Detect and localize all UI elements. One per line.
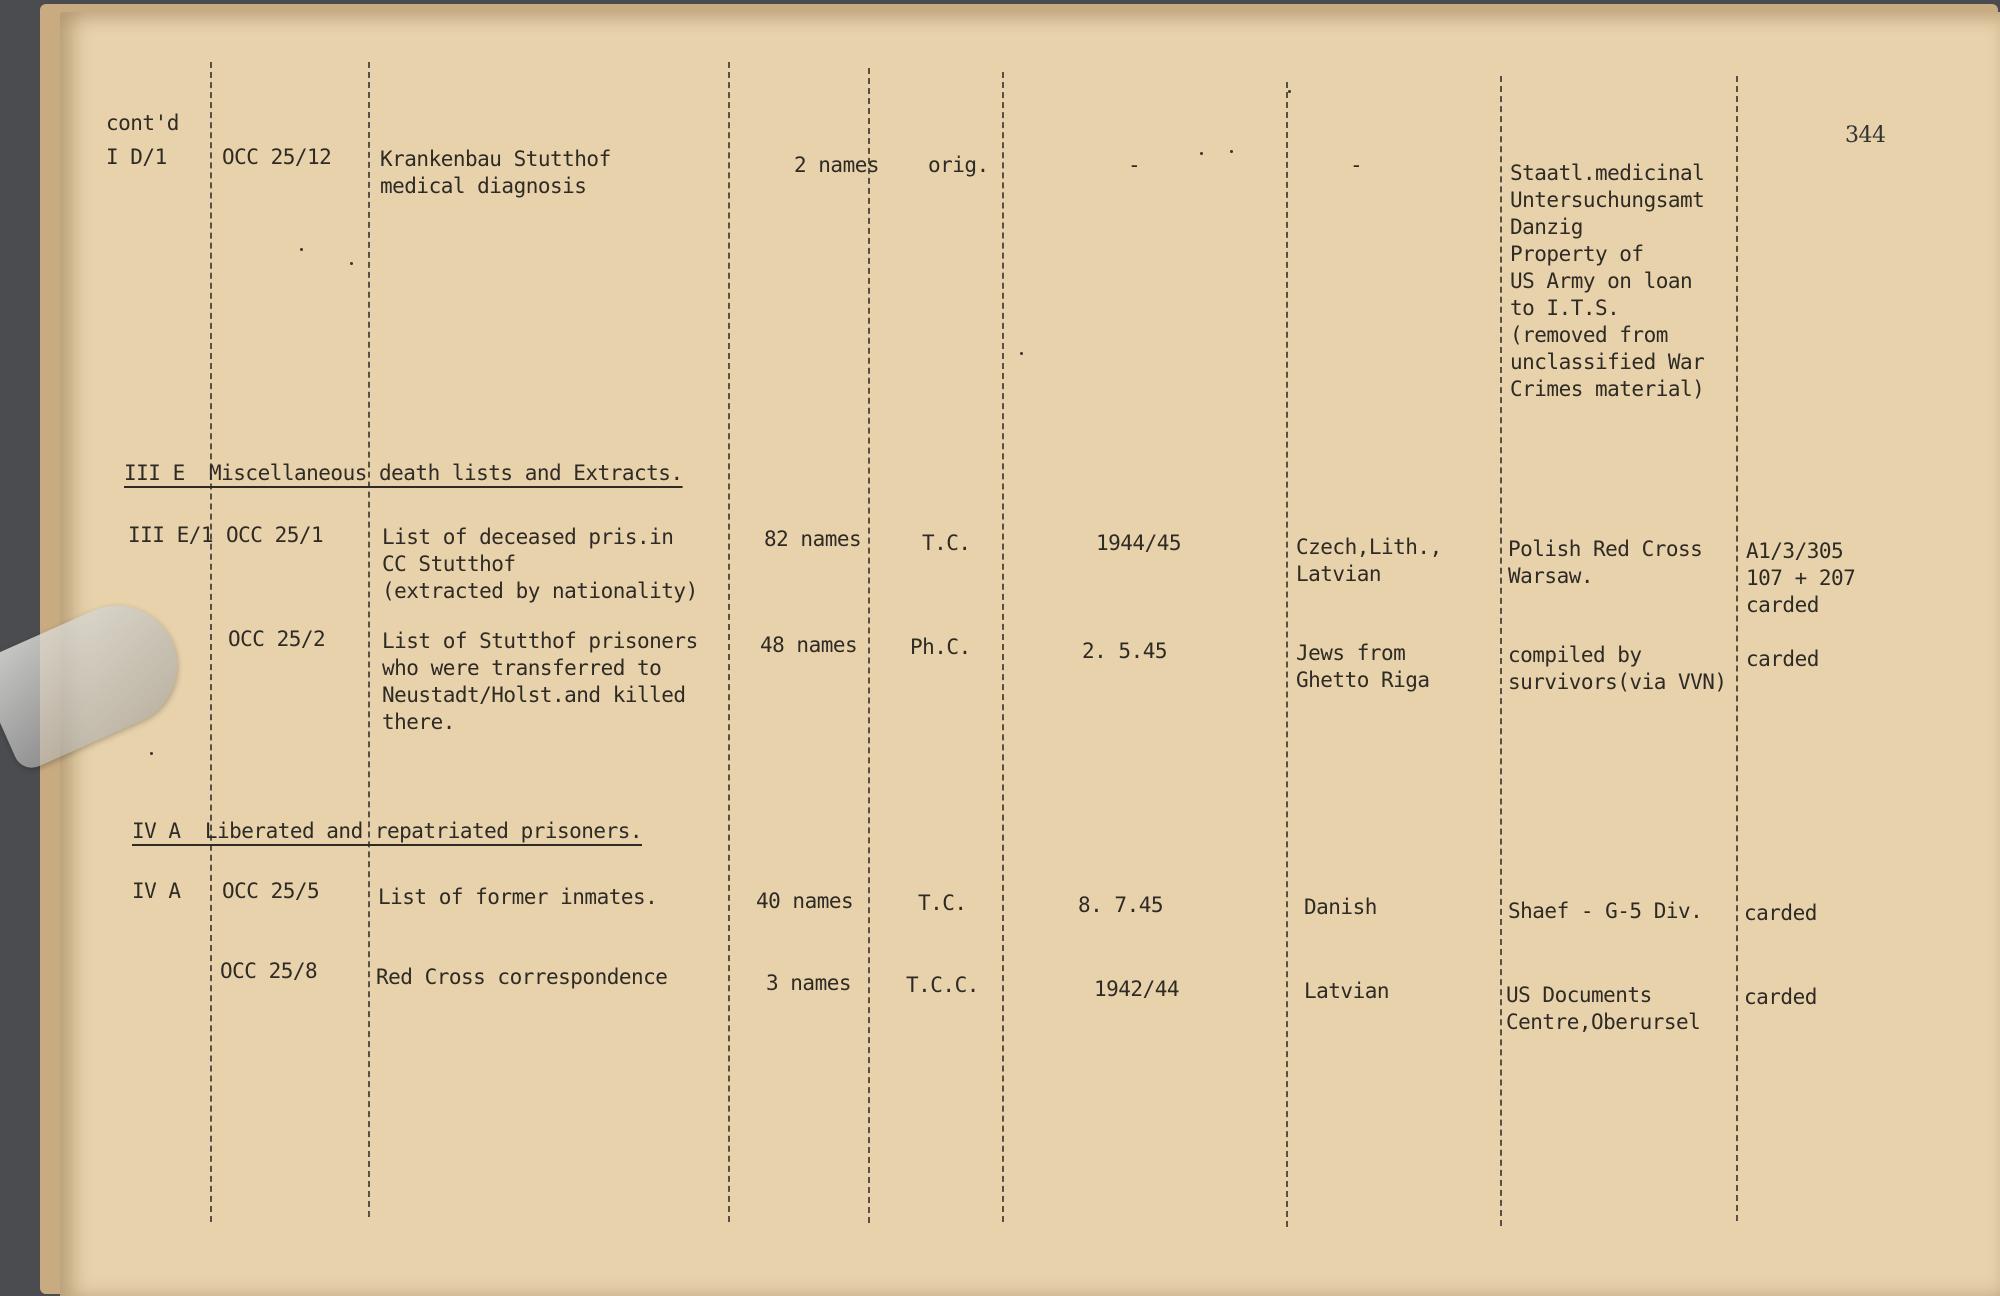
source-line: Danzig bbox=[1510, 215, 1583, 239]
source-line: (removed from bbox=[1510, 323, 1668, 347]
source-line: to I.T.S. bbox=[1510, 296, 1620, 320]
entry-nationality bbox=[1296, 534, 1442, 588]
entry-names: 2 names bbox=[794, 153, 880, 177]
entry-id: IV A bbox=[132, 879, 181, 903]
source-line: Property of bbox=[1510, 242, 1644, 266]
column-rule-6 bbox=[1286, 82, 1288, 1227]
column-rule-4 bbox=[868, 68, 870, 1223]
ink-speck bbox=[1200, 152, 1203, 155]
description-line: Neustadt/Holst.and killed bbox=[382, 683, 686, 707]
source-line: Staatl.medicinal bbox=[1510, 161, 1705, 185]
entry-remarks bbox=[1746, 538, 1855, 619]
source-line: Untersuchungsamt bbox=[1510, 188, 1705, 212]
description-line: List of Stutthof prisoners bbox=[382, 629, 698, 653]
ink-speck bbox=[1288, 90, 1291, 93]
column-rule-3 bbox=[728, 62, 730, 1222]
source-line: Centre,Oberursel bbox=[1506, 1010, 1701, 1034]
nationality-line: Czech,Lith., bbox=[1296, 535, 1442, 559]
column-rule-5 bbox=[1002, 72, 1004, 1222]
entry-code: OCC 25/12 bbox=[222, 145, 332, 169]
source-line: unclassified War bbox=[1510, 350, 1705, 374]
entry-description: Red Cross correspondence bbox=[376, 965, 668, 989]
entry-id: III E/1 bbox=[128, 523, 214, 547]
entry-type: T.C. bbox=[922, 531, 971, 555]
description-line: medical diagnosis bbox=[380, 174, 587, 198]
entry-source bbox=[1508, 536, 1702, 590]
source-line: Polish Red Cross bbox=[1508, 537, 1703, 561]
entry-source bbox=[1506, 982, 1700, 1036]
remarks-line: carded bbox=[1746, 593, 1819, 617]
section-heading-iv-a: IV A Liberated and repatriated prisoners. bbox=[132, 819, 643, 843]
entry-type: T.C.C. bbox=[906, 973, 979, 997]
entry-remarks: carded bbox=[1746, 647, 1819, 671]
entry-remarks: carded bbox=[1744, 901, 1817, 925]
column-rule-1 bbox=[210, 62, 212, 1222]
nationality-line: Jews from bbox=[1296, 641, 1406, 665]
entry-names: 82 names bbox=[764, 527, 862, 551]
entry-source bbox=[1508, 642, 1727, 696]
entry-code: OCC 25/5 bbox=[222, 879, 320, 903]
ink-speck bbox=[1020, 352, 1023, 355]
entry-date: 2. 5.45 bbox=[1082, 639, 1168, 663]
entry-names: 48 names bbox=[760, 633, 858, 657]
entry-description bbox=[382, 524, 698, 605]
source-line: survivors(via VVN) bbox=[1508, 670, 1727, 694]
entry-remarks: carded bbox=[1744, 985, 1817, 1009]
entry-description: List of former inmates. bbox=[378, 885, 658, 909]
entry-type: orig. bbox=[928, 153, 989, 177]
ink-speck bbox=[300, 248, 303, 251]
entry-nationality: - bbox=[1350, 153, 1363, 177]
entry-nationality: Latvian bbox=[1304, 979, 1390, 1003]
column-rule-2 bbox=[368, 62, 370, 1217]
entry-names: 40 names bbox=[756, 889, 854, 913]
source-line: compiled by bbox=[1508, 643, 1642, 667]
entry-source bbox=[1510, 160, 1704, 403]
column-rule-7 bbox=[1500, 76, 1502, 1226]
ink-speck bbox=[1230, 150, 1233, 153]
source-line: Crimes material) bbox=[1510, 377, 1705, 401]
entry-date: 1942/44 bbox=[1094, 977, 1180, 1001]
entry-code: OCC 25/2 bbox=[228, 627, 326, 651]
entry-date: - bbox=[1128, 153, 1141, 177]
source-line: US Army on loan bbox=[1510, 269, 1693, 293]
ink-speck bbox=[150, 752, 153, 755]
entry-code: OCC 25/1 bbox=[226, 523, 324, 547]
entry-id: I D/1 bbox=[106, 145, 167, 169]
entry-code: OCC 25/8 bbox=[220, 959, 318, 983]
entry-description bbox=[382, 628, 698, 736]
remarks-line: 107 + 207 bbox=[1746, 566, 1856, 590]
document-page bbox=[60, 12, 2000, 1296]
entry-date: 8. 7.45 bbox=[1078, 893, 1164, 917]
entry-source: Shaef - G-5 Div. bbox=[1508, 899, 1703, 923]
entry-nationality bbox=[1296, 640, 1430, 694]
section-heading-iii-e: III E Miscellaneous death lists and Extracts. bbox=[124, 461, 683, 485]
nationality-line: Ghetto Riga bbox=[1296, 668, 1430, 692]
ink-speck bbox=[350, 262, 353, 265]
source-line: US Documents bbox=[1506, 983, 1652, 1007]
nationality-line: Latvian bbox=[1296, 562, 1382, 586]
source-line: Warsaw. bbox=[1508, 564, 1594, 588]
entry-names: 3 names bbox=[766, 971, 852, 995]
entry-nationality: Danish bbox=[1304, 895, 1377, 919]
page-number: 344 bbox=[1845, 123, 1886, 148]
entry-type: T.C. bbox=[918, 891, 967, 915]
entry-type: Ph.C. bbox=[910, 635, 971, 659]
continued-label: cont'd bbox=[106, 111, 179, 135]
description-line: (extracted by nationality) bbox=[382, 579, 698, 603]
description-line: there. bbox=[382, 710, 455, 734]
description-line: who were transferred to bbox=[382, 656, 662, 680]
description-line: CC Stutthof bbox=[382, 552, 516, 576]
entry-date: 1944/45 bbox=[1096, 531, 1182, 555]
description-line: List of deceased pris.in bbox=[382, 525, 674, 549]
description-line: Krankenbau Stutthof bbox=[380, 147, 611, 171]
remarks-line: A1/3/305 bbox=[1746, 539, 1844, 563]
column-rule-8 bbox=[1736, 76, 1738, 1221]
entry-description bbox=[380, 146, 611, 200]
